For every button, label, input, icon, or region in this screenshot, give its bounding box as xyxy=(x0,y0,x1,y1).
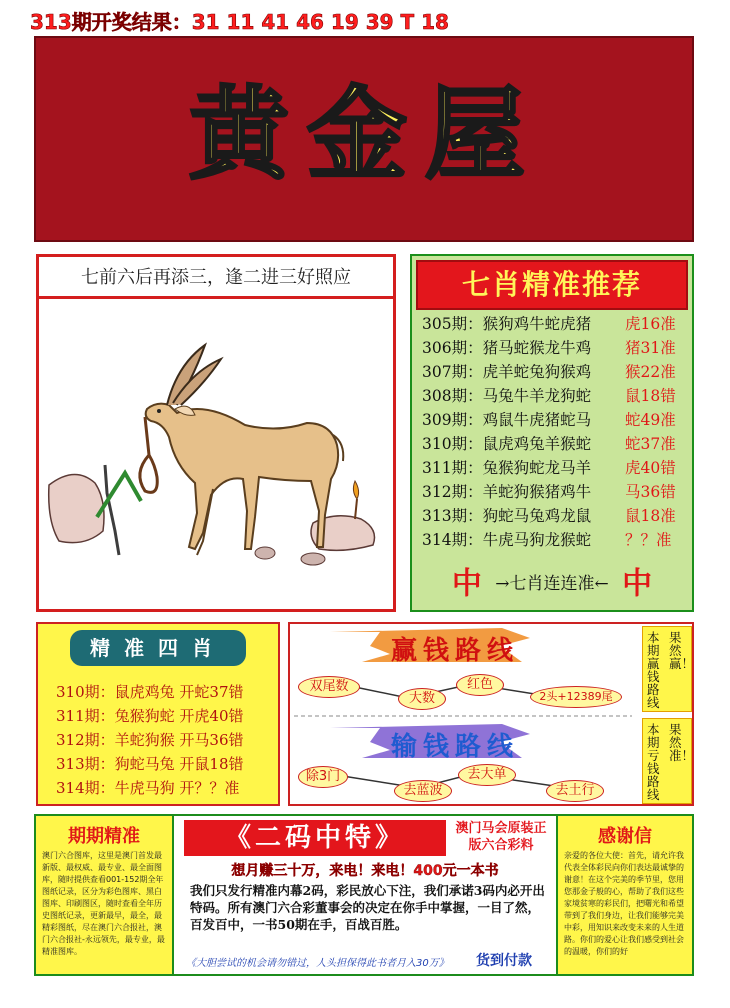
hit-mark-right: 中 xyxy=(622,566,653,602)
list-item: 312期：羊蛇狗猴 开马36错 xyxy=(56,731,244,749)
list-item: 312期：羊蛇狗猴猪鸡牛 马36错 xyxy=(422,483,676,501)
riddle-poem: 七前六后再添三，逢二进三好照应 xyxy=(39,257,393,299)
cash-on-delivery-label: 货到付款 xyxy=(476,953,532,969)
draw-result-headline: 313期开奖结果：31 11 41 46 19 39 T 18 xyxy=(30,10,449,34)
two-code-body: 我们只发行精准内幕2码，彩民放心下注，我们承诺3码内必开出特码。所有澳门六合彩董事会的决定在你手中掌握，一目了然，百发百中，一书50期在手，百战百胜。 xyxy=(190,883,545,932)
lose-route-title: 输钱路线 xyxy=(390,732,519,762)
seven-footer-text: →七肖连连准← xyxy=(495,574,609,594)
two-code-title: 《二码中特》 xyxy=(184,820,446,856)
list-item: 306期：猪马蛇猴龙牛鸡 猪31准 xyxy=(422,339,676,357)
list-item: 307期：虎羊蛇兔狗猴鸡 猴22准 xyxy=(422,363,676,381)
win-route-title: 赢钱路线 xyxy=(390,636,519,666)
accuracy-text: 澳门六合图库，这里是澳门首发最新版、最权威、最专业、最全面图库，随时提供查看001-152期全年图纸记录，区分为彩色图库、黑白图库、印刷图区，随时查看全年历史图纸记录，更新最早，最全，最精彩图纸，尽在澳门六合报社，澳门六合报社-永远领先，最专业，最精准图库。 xyxy=(42,851,165,956)
list-item: 308期：马兔牛羊龙狗蛇 鼠18错 xyxy=(422,387,676,405)
win-side-note: 本期赢钱路线 果然赢！ xyxy=(642,626,692,712)
lose-item: 去土行 xyxy=(546,780,604,802)
list-item: 314期：牛虎马狗龙猴蛇 ？？准 xyxy=(422,531,672,549)
win-item: 大数 xyxy=(398,688,446,710)
seven-footer xyxy=(412,564,692,604)
four-zodiac-header: 精准四肖 xyxy=(70,630,246,666)
seven-zodiac-header: 七肖精准推荐 xyxy=(416,260,688,310)
hit-mark-left: 中 xyxy=(451,566,482,602)
two-code-ad xyxy=(176,816,554,974)
win-item: 红色 xyxy=(456,674,504,696)
list-item: 311期：兔猴狗蛇 开虎40错 xyxy=(56,707,244,725)
lose-item: 去蓝波 xyxy=(394,780,452,802)
list-item: 310期：鼠虎鸡兔羊猴蛇 蛇37准 xyxy=(422,435,676,453)
thank-you-title: 感谢信 xyxy=(598,826,652,847)
lose-item: 除3门 xyxy=(298,766,348,788)
lose-side-note: 本期亏钱路线 果然准！ xyxy=(642,718,692,804)
money-route-panel xyxy=(288,622,694,806)
thank-you-text: 亲爱的各位大使：首先，请允许我代表全体彩民向你们表达最诚挚的谢意！在这个完美的季节里，您用您那金子般的心，帮助了我们这些家境贫寒的彩民们，把曙光和希望带到了我们身边，让我们能够完美中彩，用知识来改变未来的人生道路。你们的爱心让我们感受到社会的温暖，你们的好 xyxy=(564,851,684,956)
banner-title: 黄金屋 xyxy=(189,75,543,193)
two-code-slogan: 想月赚三十万，来电！来电！400元一本书 xyxy=(231,863,499,879)
win-item: 2头+12389尾 xyxy=(530,686,622,708)
poem-image-panel xyxy=(36,254,396,612)
antelope-illustration xyxy=(45,305,387,605)
thank-you-letter xyxy=(556,816,692,974)
two-code-note: 《大胆尝试的机会请勿错过，人头担保得此书者月入30万》 xyxy=(186,958,449,969)
list-item: 314期：牛虎马狗 开？？准 xyxy=(56,779,240,797)
list-item: 313期：狗蛇马兔 开鼠18错 xyxy=(56,755,244,773)
bottom-section xyxy=(34,814,694,976)
list-item: 313期：狗蛇马兔鸡龙鼠 鼠18准 xyxy=(422,507,676,525)
accuracy-title: 期期精准 xyxy=(68,826,140,847)
list-item: 311期：兔猴狗蛇龙马羊 虎40错 xyxy=(422,459,676,477)
title-banner xyxy=(34,36,694,242)
win-item: 双尾数 xyxy=(298,676,360,698)
list-item: 309期：鸡鼠牛虎猪蛇马 蛇49准 xyxy=(422,411,676,429)
lose-item: 去大单 xyxy=(458,764,516,786)
list-item: 305期：猴狗鸡牛蛇虎猪 虎16准 xyxy=(422,315,676,333)
accuracy-box xyxy=(36,816,174,974)
list-item: 310期：鼠虎鸡兔 开蛇37错 xyxy=(56,683,244,701)
four-zodiac-panel xyxy=(36,622,280,806)
two-code-source: 澳门马会原装正版六合彩料 xyxy=(455,821,547,853)
seven-zodiac-panel xyxy=(410,254,694,612)
